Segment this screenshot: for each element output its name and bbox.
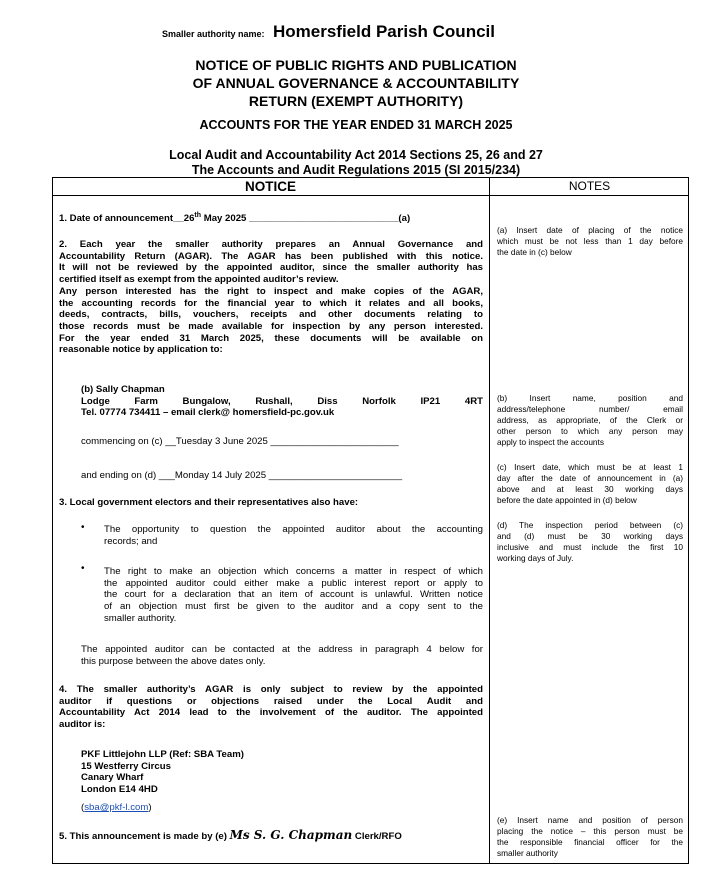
contact-name: (b) Sally Chapman	[81, 384, 165, 395]
announcement-day: 26	[183, 213, 195, 225]
notice-column-header: NOTICE	[244, 179, 296, 194]
note-a-line: which must be not less than 1 day before	[497, 236, 683, 246]
title-line-2: OF ANNUAL GOVERNANCE & ACCOUNTABILITY	[192, 75, 520, 91]
paragraph-4-line: 4. The smaller authority’s AGAR is only subject to review by the appointed	[59, 684, 483, 695]
signature-role: Clerk/RFO	[352, 831, 402, 842]
paragraph-4	[59, 684, 483, 731]
note-e	[497, 815, 683, 859]
note-a	[497, 225, 683, 258]
act-reference-2: The Accounts and Audit Regulations 2015 (SI 2015/234)	[191, 163, 521, 177]
auditor-address	[81, 749, 483, 796]
paragraph-2-line: 2. Each year the smaller authority prepares an Annual Governance and	[59, 239, 483, 250]
bullet-1-line: records; and	[104, 535, 158, 547]
bullet-2-line: the court for a declaration that an item of account is unlawful. Written notice	[104, 589, 483, 601]
note-c	[497, 462, 683, 506]
paragraph-2-line: Accountability Return (AGAR). The AGAR has been published with this notice.	[59, 250, 483, 262]
announcement-day-suffix: th	[194, 212, 202, 219]
bullet-2-line: of an objection must first be given to the auditor and a copy sent to the	[104, 601, 483, 613]
paragraph-2-line: deeds, contracts, bills, vouchers, receipts and other documents relating to	[59, 309, 483, 321]
auditor-email-line	[81, 802, 152, 814]
bullet-2-text	[104, 566, 483, 625]
paragraph-2-line: certified itself as exempt from the appointed auditor’s review.	[59, 274, 339, 286]
authority-name-line	[162, 22, 495, 42]
paragraph-2-line: reasonable notice by application to:	[59, 344, 223, 356]
auditor-email-paren: (	[81, 802, 85, 813]
paragraph-2	[59, 239, 483, 356]
auditor-address-line: Canary Wharf	[81, 772, 144, 784]
paragraph-4-line: Accountability Act 2014 lead to the involvement of the auditor. The appointed	[59, 707, 483, 719]
note-d-line: working days of July.	[497, 553, 574, 563]
paragraph-5-announcement	[59, 830, 487, 843]
auditor-address-line: London E14 4HD	[81, 784, 158, 796]
bullet-2-line: the appointed auditor could either make a public interest report or apply to	[104, 577, 483, 589]
paragraph-2-line: Any person interested has the right to inspect and make copies of the AGAR,	[59, 285, 483, 297]
announcement-date-prefix: 1. Date of announcement__	[59, 213, 184, 225]
note-b-line: (b) Insert name, position and	[497, 393, 683, 403]
paragraph-2-line: It will not be reviewed by the appointed auditor, since the smaller authority has	[59, 262, 483, 274]
bullet-2-line: The right to make an objection which concerns a matter in respect of which	[104, 566, 483, 577]
title-line-1: NOTICE OF PUBLIC RIGHTS AND PUBLICATION	[195, 57, 517, 73]
paragraph-5-prefix: 5. This announcement is made by (e)	[59, 831, 230, 842]
paragraph-4-line: auditor is:	[59, 719, 106, 731]
commencing-date: commencing on (c) __Tuesday 3 June 2025 ________________________	[81, 436, 399, 447]
notes-column-header: NOTES	[568, 179, 611, 193]
ending-date: and ending on (d) ___Monday 14 July 2025 _________________________	[81, 470, 403, 481]
contact-block	[81, 384, 483, 419]
signature-name: Ms S. G. Chapman	[229, 828, 353, 842]
note-d-line: inclusive and must include the first 10	[497, 542, 683, 552]
paragraph-4-line: auditor if questions or objections raised under the Local Audit and	[59, 695, 483, 707]
paragraph-2-line: those records must be made available for inspection by any person interested.	[59, 320, 483, 332]
paragraph-3-heading: 3. Local government electors and their representatives also have:	[59, 497, 359, 508]
note-c-line: day after the date of announcement in (a)	[497, 473, 683, 483]
note-e-line: the responsible financial officer for the	[497, 837, 683, 847]
note-e-line: smaller authority	[497, 848, 558, 858]
bullet-1-text	[104, 524, 483, 547]
header-divider	[52, 195, 689, 196]
auditor-address-line: PKF Littlejohn LLP (Ref: SBA Team)	[81, 749, 244, 760]
column-divider	[489, 177, 490, 864]
note-b-line: address/telephone number/ email	[497, 404, 683, 414]
bullet-icon: •	[81, 563, 85, 574]
bullet-icon: •	[81, 522, 85, 533]
auditor-contact-line: this purpose between the above dates only.	[81, 655, 266, 667]
auditor-email-paren: )	[148, 802, 152, 813]
authority-name: Homersfield Parish Council	[272, 22, 495, 41]
contact-address: Lodge Farm Bungalow, Rushall, Diss Norfolk IP21 4RT	[81, 395, 483, 407]
bullet-2-line: smaller authority.	[104, 612, 177, 624]
paragraph-2-line: For the year ended 31 March 2025, these documents will be available on	[59, 332, 483, 344]
note-e-line: (e) Insert name and position of person	[497, 815, 683, 825]
auditor-contact-line: The appointed auditor can be contacted at the address in paragraph 4 below for	[81, 644, 483, 655]
bullet-1-line: The opportunity to question the appointed auditor about the accounting	[104, 524, 483, 535]
accounts-year-title: ACCOUNTS FOR THE YEAR ENDED 31 MARCH 2025	[199, 118, 513, 132]
note-c-line: above and at least 30 working days	[497, 484, 683, 494]
title-line-3: RETURN (EXEMPT AUTHORITY)	[248, 93, 464, 109]
note-c-line: (c) Insert date, which must be at least 1	[497, 462, 683, 472]
contact-telephone-email: Tel. 07774 734411 – email clerk@ homersfield-pc.gov.uk	[81, 407, 335, 419]
act-reference-1: Local Audit and Accountability Act 2014 Sections 25, 26 and 27	[169, 148, 543, 162]
note-b	[497, 393, 683, 448]
note-d-line: (d) The inspection period between (c)	[497, 520, 683, 530]
note-b-line: apply to inspect the accounts	[497, 437, 605, 447]
auditor-contact-note	[81, 644, 483, 667]
note-a-line: the date in (c) below	[497, 247, 572, 257]
auditor-address-line: 15 Westferry Circus	[81, 760, 171, 772]
paragraph-1-announcement-date	[59, 210, 484, 225]
announcement-date-rest: May 2025 ____________________________(a)	[201, 213, 411, 225]
auditor-email-link[interactable]: sba@pkf-l.com	[84, 802, 149, 813]
note-c-line: before the date appointed in (d) below	[497, 495, 637, 505]
note-d	[497, 520, 683, 564]
note-e-line: placing the notice – this person must be	[497, 826, 683, 836]
note-a-line: (a) Insert date of placing of the notice	[497, 225, 683, 235]
note-b-line: other person to which any person may	[497, 426, 683, 436]
note-b-line: address, as appropriate, of the Clerk or	[497, 415, 683, 425]
authority-name-label: Smaller authority name:	[162, 29, 265, 39]
paragraph-2-line: the accounting records for the financial year to which it relates and all books,	[59, 297, 483, 309]
note-d-line: and (d) must be 30 working days	[497, 531, 683, 541]
